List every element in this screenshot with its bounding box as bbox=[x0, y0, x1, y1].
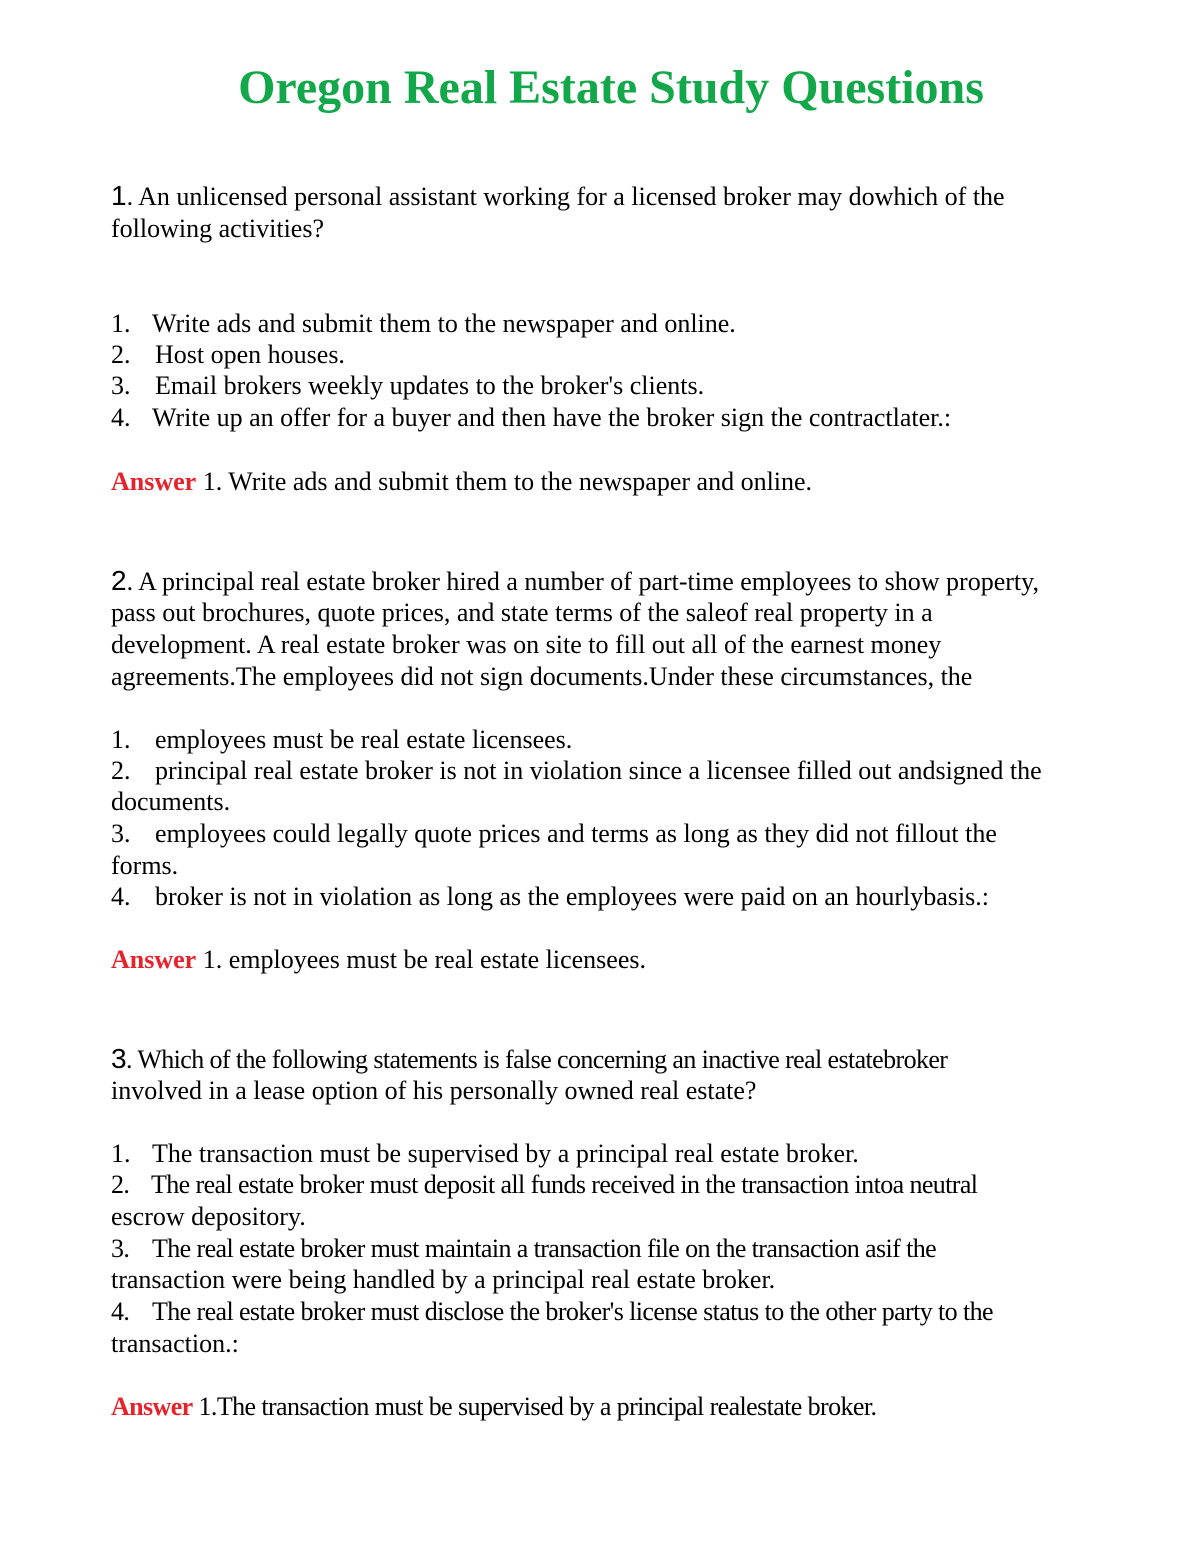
option-text: The real estate broker must disclose the broker's license status to the other party to the bbox=[152, 1297, 993, 1326]
option-number: 2. bbox=[111, 1170, 130, 1199]
option-number: 3. bbox=[111, 1234, 130, 1263]
question-number: 1 bbox=[111, 180, 127, 211]
option-text: Host open houses. bbox=[155, 340, 345, 369]
question-2-line-4: agreements.The employees did not sign documents.Under these circumstances, the bbox=[111, 662, 973, 691]
question-number: 3 bbox=[111, 1043, 126, 1074]
question-1-line-2: following activities? bbox=[111, 214, 325, 243]
option bbox=[111, 339, 345, 371]
answer-line bbox=[111, 1391, 876, 1423]
option-text: broker is not in violation as long as the employees were paid on an hourlybasis.: bbox=[155, 882, 989, 911]
option bbox=[111, 881, 989, 913]
answer-label: Answer bbox=[111, 1392, 193, 1421]
option-text: employees must be real estate licensees. bbox=[155, 725, 573, 754]
question-2-line-1: 2. A principal real estate broker hired a number of part-time employees to show property, bbox=[111, 565, 1039, 596]
option-number: 4. bbox=[111, 1297, 130, 1326]
question-number: 2 bbox=[111, 565, 127, 596]
option bbox=[111, 1138, 859, 1170]
question-2-line-3: development. A real estate broker was on site to fill out all of the earnest money bbox=[111, 630, 942, 659]
option-number: 3. bbox=[111, 371, 131, 400]
answer-line bbox=[111, 944, 646, 976]
option bbox=[111, 755, 1042, 787]
question-text: A principal real estate broker hired a number of part-time employees to show property, bbox=[138, 567, 1039, 596]
question-2-line-2: pass out brochures, quote prices, and state terms of the saleof real property in a bbox=[111, 598, 933, 627]
answer-label: Answer bbox=[111, 467, 197, 496]
option bbox=[111, 724, 572, 756]
question-3-line-2: involved in a lease option of his personally owned real estate? bbox=[111, 1076, 757, 1105]
option-number: 1. bbox=[111, 309, 131, 338]
question-text: An unlicensed personal assistant working for a licensed broker may dowhich of the bbox=[138, 182, 1005, 211]
option-number: 1. bbox=[111, 1139, 131, 1168]
option bbox=[111, 308, 736, 340]
option-continuation: escrow depository. bbox=[111, 1202, 306, 1231]
option-text: employees could legally quote prices and terms as long as they did not fillout the bbox=[155, 819, 997, 848]
answer-text: 1.The transaction must be supervised by a principal realestate broker. bbox=[198, 1392, 877, 1421]
option-text: Write ads and submit them to the newspaper and online. bbox=[152, 309, 736, 338]
option-text: The real estate broker must deposit all funds received in the transaction intoa neutral bbox=[151, 1170, 978, 1199]
option bbox=[111, 402, 951, 434]
option bbox=[111, 1296, 993, 1328]
option bbox=[111, 818, 997, 850]
option bbox=[111, 1233, 936, 1265]
option-text: The real estate broker must maintain a transaction file on the transaction asif the bbox=[152, 1234, 937, 1263]
option-continuation: forms. bbox=[111, 851, 179, 880]
option-number: 1. bbox=[111, 725, 131, 754]
option-continuation: documents. bbox=[111, 787, 231, 816]
option-text: The transaction must be supervised by a principal real estate broker. bbox=[152, 1139, 859, 1168]
question-text: Which of the following statements is false concerning an inactive real estatebroker bbox=[137, 1045, 948, 1074]
answer-line bbox=[111, 466, 812, 498]
option-number: 4. bbox=[111, 403, 131, 432]
option-text: Write up an offer for a buyer and then have the broker sign the contractlater.: bbox=[152, 403, 952, 432]
option-continuation: transaction were being handled by a principal real estate broker. bbox=[111, 1265, 776, 1294]
answer-label: Answer bbox=[111, 945, 197, 974]
option-number: 2. bbox=[111, 340, 131, 369]
answer-text: 1. employees must be real estate licensees. bbox=[202, 945, 647, 974]
option-number: 4. bbox=[111, 882, 131, 911]
question-1-line-1: 1. An unlicensed personal assistant working for a licensed broker may dowhich of the bbox=[111, 180, 1005, 211]
option-text: principal real estate broker is not in violation since a licensee filled out andsigned the bbox=[155, 756, 1042, 785]
option-number: 2. bbox=[111, 756, 131, 785]
option-continuation: transaction.: bbox=[111, 1329, 239, 1358]
question-3-line-1: 3. Which of the following statements is false concerning an inactive real estatebroker bbox=[111, 1043, 948, 1074]
option-text: Email brokers weekly updates to the broker's clients. bbox=[155, 371, 705, 400]
option bbox=[111, 370, 704, 402]
option bbox=[111, 1169, 977, 1201]
answer-text: 1. Write ads and submit them to the newspaper and online. bbox=[202, 467, 813, 496]
option-number: 3. bbox=[111, 819, 131, 848]
page-title: Oregon Real Estate Study Questions bbox=[238, 61, 984, 114]
